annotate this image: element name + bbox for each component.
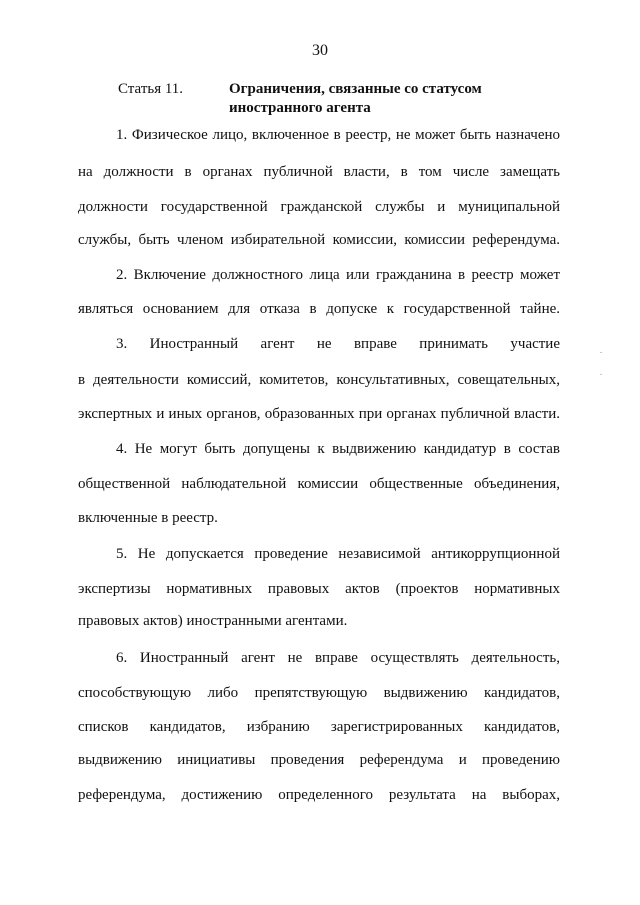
article-title-line-1: Ограничения, связанные со статусом <box>229 81 482 97</box>
paragraph-5-line-2: экспертизы нормативных правовых актов (проектов нормативных <box>78 581 560 597</box>
paragraph-6-line-4: выдвижению инициативы проведения референдума и проведению <box>78 752 560 768</box>
paragraph-6-line-2: способствующую либо препятствующую выдвижению кандидатов, <box>78 685 560 701</box>
paragraph-1-line-4: службы, быть членом избирательной комиссии, комиссии референдума. <box>78 232 560 248</box>
page-number: 30 <box>312 42 328 59</box>
paragraph-2-line-2: являться основанием для отказа в допуске к государственной тайне. <box>78 301 560 317</box>
paragraph-3-line-2: в деятельности комиссий, комитетов, консультативных, совещательных, <box>78 372 560 388</box>
paragraph-6-line-1: 6. Иностранный агент не вправе осуществлять деятельность, <box>116 650 560 666</box>
scan-speck <box>600 374 602 375</box>
paragraph-2-line-1: 2. Включение должностного лица или гражданина в реестр может <box>116 267 560 283</box>
paragraph-5-line-3: правовых актов) иностранными агентами. <box>78 613 348 629</box>
scan-speck <box>600 352 602 353</box>
paragraph-4-line-2: общественной наблюдательной комиссии общественные объединения, <box>78 476 560 492</box>
paragraph-6-line-5: референдума, достижению определенного результата на выборах, <box>78 787 560 803</box>
paragraph-4-line-3: включенные в реестр. <box>78 510 218 526</box>
article-title-line-2: иностранного агента <box>229 100 371 116</box>
article-title <box>229 80 549 118</box>
paragraph-1-line-3: должности государственной гражданской службы и муниципальной <box>78 199 560 215</box>
article-label: Статья 11. <box>118 81 184 97</box>
paragraph-1-line-2: на должности в органах публичной власти, в том числе замещать <box>78 164 560 180</box>
paragraph-1-line-1: 1. Физическое лицо, включенное в реестр, не может быть назначено <box>116 127 560 143</box>
paragraph-5-line-1: 5. Не допускается проведение независимой антикоррупционной <box>116 546 560 562</box>
paragraph-3-line-1: 3. Иностранный агент не вправе принимать участие <box>116 336 560 352</box>
paragraph-4-line-1: 4. Не могут быть допущены к выдвижению кандидатур в состав <box>116 441 560 457</box>
paragraph-3-line-3: экспертных и иных органов, образованных при органах публичной власти. <box>78 406 560 422</box>
paragraph-6-line-3: списков кандидатов, избранию зарегистрированных кандидатов, <box>78 719 560 735</box>
